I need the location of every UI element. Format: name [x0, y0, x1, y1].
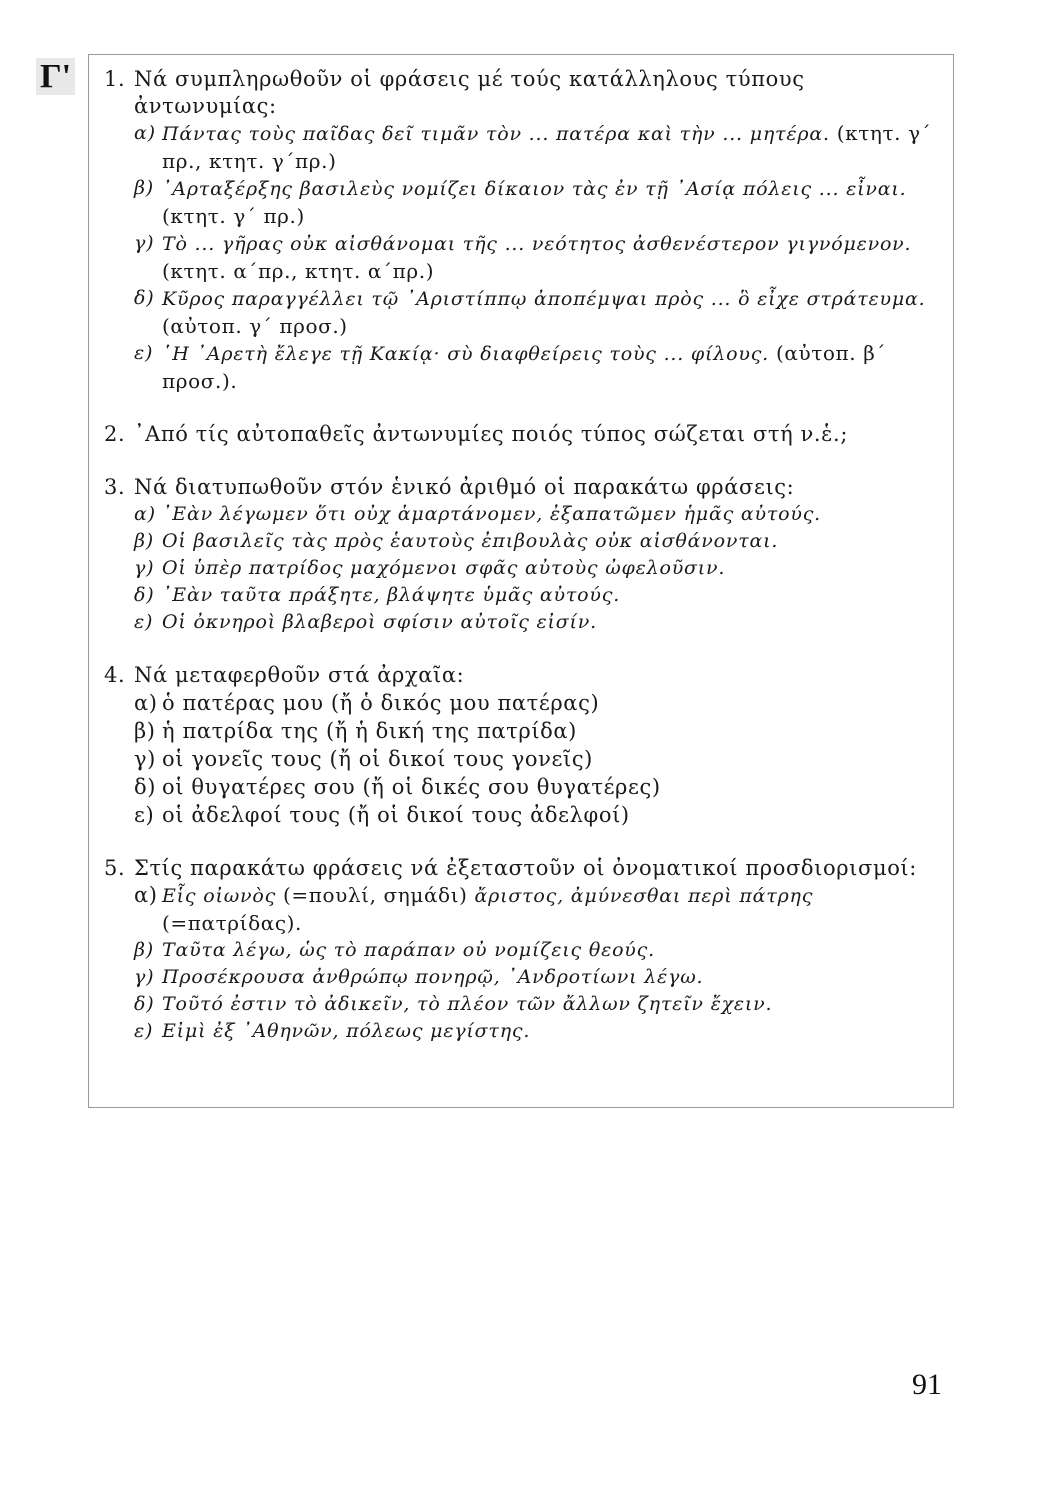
item-sentence: ἄριστος, ἀμύνεσθαι περὶ πάτρης	[474, 885, 814, 907]
item-letter: γ)	[134, 747, 156, 771]
list-item	[104, 1018, 944, 1045]
exercise-instruction: Στίς παρακάτω φράσεις νά ἐξεταστοῦν οἱ ὀνοματικοί προσδιορισμοί:	[134, 856, 917, 880]
item-letter: γ)	[134, 557, 155, 579]
item-sentence: Τοῦτό ἐστιν τὸ ἀδικεῖν, τὸ πλέον τῶν ἄλλων ζητεῖν ἔχειν.	[162, 993, 773, 1015]
item-sentence: Τὸ ... γῆρας οὐκ αἰσθάνομαι τῆς ... νεότητος ἀσθενέστερον γιγνόμενον.	[162, 233, 912, 255]
exercise-4-title	[104, 662, 944, 689]
item-letter: ε)	[134, 1020, 154, 1042]
list-item	[104, 175, 944, 230]
exercise-number: 5.	[104, 856, 126, 880]
item-sentence: ᾿Εὰν λέγωμεν ὅτι οὐχ ἁμαρτάνομεν, ἐξαπατῶμεν ἡμᾶς αὐτούς.	[162, 503, 822, 525]
item-hint: (=πατρίδας).	[162, 911, 302, 935]
item-letter: α)	[134, 122, 156, 144]
exercise-instruction: ᾿Από τίς αὐτοπαθεῖς ἀντωνυμίες ποιός τύπος σώζεται στή ν.ἑ.;	[134, 422, 848, 446]
list-item	[104, 745, 944, 773]
exercise-2	[104, 421, 944, 448]
item-letter: β)	[134, 719, 156, 743]
item-sentence: Εἷς οἰωνὸς	[162, 885, 277, 907]
item-sentence: οἱ θυγατέρες σου (ἤ οἱ δικές σου θυγατέρες)	[162, 775, 661, 799]
list-item	[104, 991, 944, 1018]
item-hint: (κτητ. γ΄ πρ.)	[162, 204, 305, 228]
item-hint: (αὐτοπ. β΄ προσ.).	[162, 341, 886, 393]
item-sentence: ἡ πατρίδα της (ἤ ἡ δική της πατρίδα)	[162, 719, 577, 743]
list-item	[104, 882, 944, 937]
list-item	[104, 773, 944, 801]
exercise-number: 3.	[104, 475, 126, 499]
page-number: 91	[912, 1368, 942, 1401]
list-item	[104, 555, 944, 582]
list-item	[104, 689, 944, 717]
item-letter: δ)	[134, 584, 155, 606]
item-sentence: Οἱ ὀκνηροὶ βλαβεροὶ σφίσιν αὐτοῖς εἰσίν.	[162, 611, 597, 633]
list-item	[104, 230, 944, 285]
item-sentence: οἱ ἀδελφοί τους (ἤ οἱ δικοί τους ἀδελφοί)	[162, 803, 630, 827]
list-item	[104, 609, 944, 636]
item-letter: δ)	[134, 993, 155, 1015]
list-item	[104, 340, 944, 395]
item-sentence: οἱ γονεῖς τους (ἤ οἱ δικοί τους γονεῖς)	[162, 747, 593, 771]
item-letter: β)	[134, 939, 154, 961]
exercise-number: 1.	[104, 67, 126, 91]
item-sentence: Ταῦτα λέγω, ὡς τὸ παράπαν οὐ νομίζεις θεούς.	[162, 939, 655, 961]
exercise-5	[104, 855, 944, 1045]
item-letter: δ)	[134, 775, 157, 799]
exercise-1-title	[104, 66, 944, 120]
item-hint: (αὐτοπ. γ΄ προσ.)	[162, 314, 348, 338]
list-item	[104, 582, 944, 609]
exercise-instruction: Νά μεταφερθοῦν στά ἀρχαῖα:	[134, 663, 465, 687]
item-hint: (=πουλί, σημάδι)	[276, 883, 475, 907]
item-sentence: Εἰμὶ ἐξ ᾿Αθηνῶν, πόλεως μεγίστης.	[162, 1020, 531, 1042]
list-item	[104, 501, 944, 528]
item-sentence: ῾Η ᾿Αρετὴ ἔλεγε τῇ Κακίᾳ· σὺ διαφθείρεις τοὺς ... φίλους.	[162, 343, 769, 365]
exercise-5-title	[104, 855, 944, 882]
item-letter: β)	[134, 530, 154, 552]
exercise-3	[104, 474, 944, 636]
item-sentence: ὁ πατέρας μου (ἤ ὁ δικός μου πατέρας)	[162, 691, 600, 715]
item-sentence: Οἱ ὑπὲρ πατρίδος μαχόμενοι σφᾶς αὐτοὺς ὠφελοῦσιν.	[162, 557, 726, 579]
item-hint: (κτητ. α΄πρ., κτητ. α΄πρ.)	[162, 259, 435, 283]
exercise-2-title	[104, 421, 944, 448]
item-sentence: Οἱ βασιλεῖς τὰς πρὸς ἑαυτοὺς ἐπιβουλὰς οὐκ αἰσθάνονται.	[162, 530, 779, 552]
item-letter: β)	[134, 177, 154, 199]
list-item	[104, 717, 944, 745]
list-item	[104, 528, 944, 555]
item-letter: δ)	[134, 287, 155, 309]
item-letter: γ)	[134, 232, 155, 254]
exercises	[104, 66, 944, 1071]
item-sentence: Προσέκρουσα ἀνθρώπῳ πονηρῷ, ᾿Ανδροτίωνι λέγω.	[162, 966, 704, 988]
list-item	[104, 285, 944, 340]
exercise-number: 2.	[104, 422, 126, 446]
list-item	[104, 120, 944, 175]
item-hint: (κτητ. γ΄ πρ., κτητ. γ΄πρ.)	[162, 121, 932, 173]
item-letter: α)	[134, 691, 158, 715]
list-item	[104, 937, 944, 964]
exercise-instruction: Νά συμπληρωθοῦν οἱ φράσεις μέ τούς κατάλληλους τύπους ἀντωνυμίας:	[134, 67, 805, 118]
exercise-3-title	[104, 474, 944, 501]
exercise-number: 4.	[104, 663, 126, 687]
section-label: Γ'	[36, 58, 75, 96]
item-letter: ε)	[134, 803, 155, 827]
item-sentence: ᾿Αρταξέρξης βασιλεὺς νομίζει δίκαιον τὰς ἐν τῇ ᾿Ασίᾳ πόλεις ... εἶναι.	[162, 178, 907, 200]
item-sentence: ᾿Εὰν ταῦτα πράξητε, βλάψητε ὑμᾶς αὐτούς.	[162, 584, 621, 606]
item-sentence: Κῦρος παραγγέλλει τῷ ᾿Αριστίππῳ ἀποπέμψαι πρὸς ... ὃ εἶχε στράτευμα.	[162, 288, 926, 310]
list-item	[104, 801, 944, 829]
item-letter: γ)	[134, 966, 155, 988]
exercise-1	[104, 66, 944, 395]
exercise-4	[104, 662, 944, 829]
item-sentence: Πάντας τοὺς παῖδας δεῖ τιμᾶν τὸν ... πατέρα καὶ τὴν ... μητέρα.	[162, 123, 830, 145]
item-letter: α)	[134, 503, 156, 525]
list-item	[104, 964, 944, 991]
item-letter: ε)	[134, 611, 154, 633]
exercise-instruction: Νά διατυπωθοῦν στόν ἑνικό ἀριθμό οἱ παρακάτω φράσεις:	[134, 475, 795, 499]
item-letter: α)	[134, 883, 158, 907]
item-letter: ε)	[134, 342, 154, 364]
